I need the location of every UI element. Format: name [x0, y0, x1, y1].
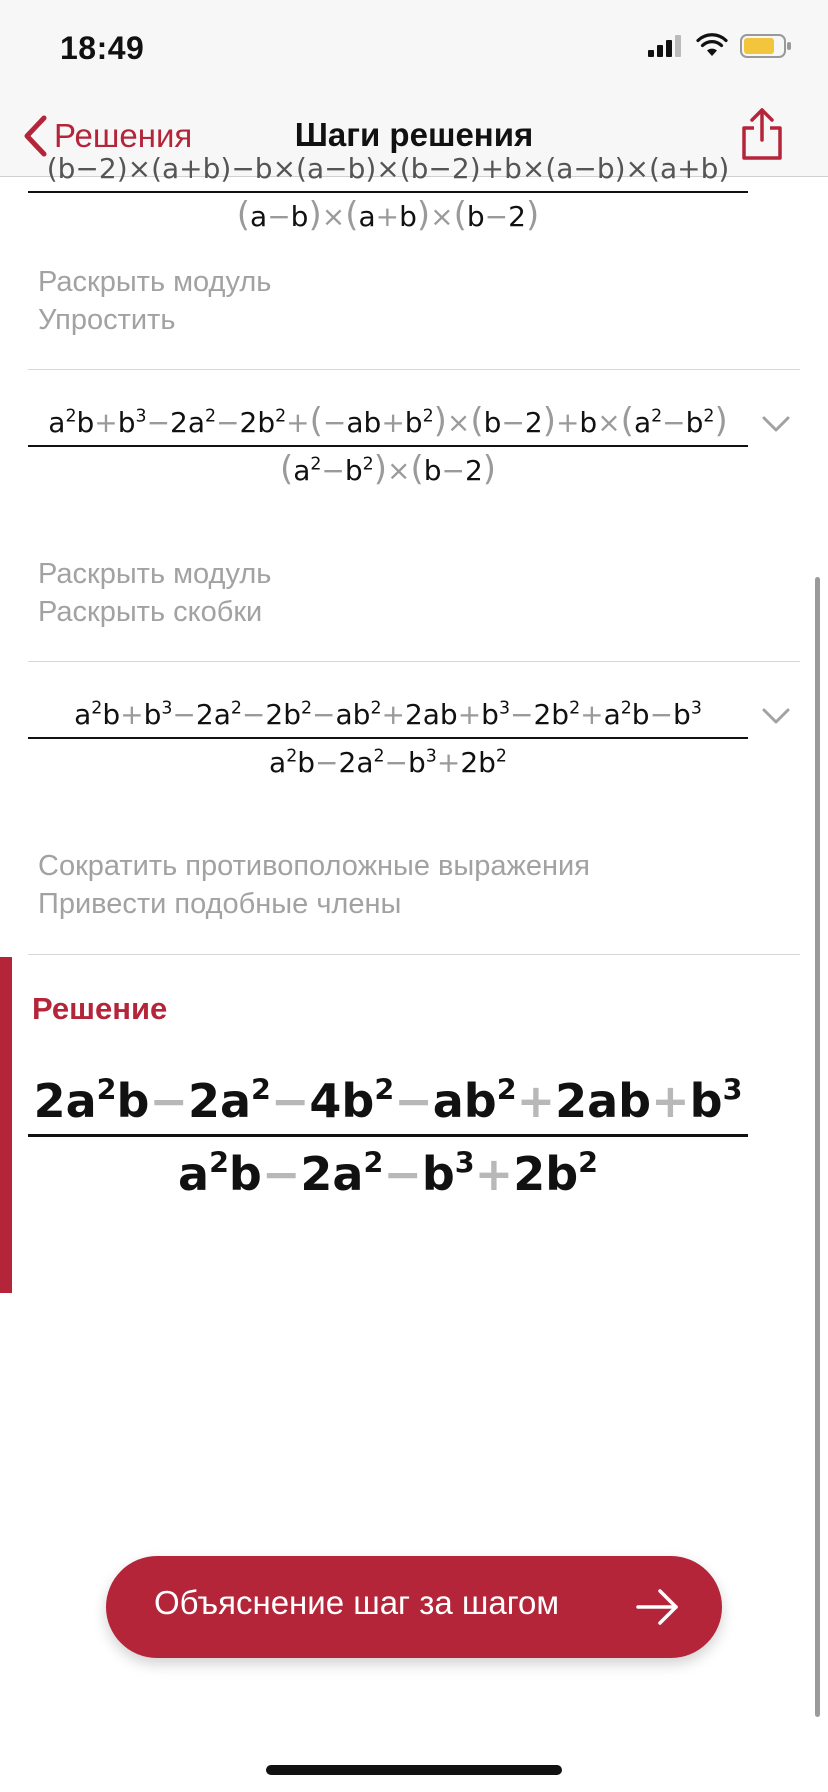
step-divider — [28, 661, 800, 662]
signal-icon — [648, 35, 684, 57]
step-divider — [28, 369, 800, 370]
arrow-right-icon — [636, 1588, 680, 1626]
step-2-rules — [38, 555, 271, 631]
solution-numerator: $2a^2b-2a^2-4b^2-ab^2+2ab+b^3$ — [33, 1073, 743, 1128]
step-3-denominator: $a^2b-2a^2-b^3+2b^2$ — [269, 746, 507, 779]
step-1-numerator: (b−2)×(a+b)−b×(a−b)×(b−2)+b×(a−b)×(a+b) — [46, 152, 730, 185]
status-time: 18:49 — [60, 30, 145, 66]
step-2-numerator: $a^2b+b^3-2a^2-2b^2+(-ab+b^2)\times(b-2)+b\times(a^2-b^2)$ — [48, 401, 728, 441]
step-divider — [28, 954, 800, 955]
fraction-bar — [28, 737, 748, 739]
step-rule: Упростить — [38, 304, 176, 336]
battery-icon — [740, 34, 792, 58]
back-label: Решения — [54, 117, 193, 154]
step-rule: Сократить противоположные выражения — [38, 850, 590, 882]
step-3-rules — [38, 847, 590, 923]
step-1-rules — [38, 263, 271, 339]
fraction-bar — [28, 445, 748, 447]
fraction-bar — [28, 191, 748, 193]
scrollbar[interactable] — [815, 577, 820, 1717]
step-3-expression — [28, 695, 748, 783]
step-rule: Привести подобные члены — [38, 888, 402, 920]
fraction-bar — [28, 1134, 748, 1137]
step-1-denominator: (a−b)×(a+b)×(b−2) — [236, 195, 540, 235]
wifi-icon — [696, 34, 728, 58]
solution-accent-bar — [0, 957, 12, 1293]
step-rule: Раскрыть модуль — [38, 266, 272, 298]
solution-label: Решение — [32, 991, 168, 1026]
status-icons — [648, 34, 792, 58]
solution-expression — [28, 1072, 748, 1203]
steps-list[interactable] — [0, 152, 828, 1792]
status-bar — [0, 0, 828, 96]
chevron-down-icon[interactable] — [762, 707, 790, 725]
step-2-expression — [28, 403, 748, 491]
step-rule: Раскрыть модуль — [38, 558, 272, 590]
step-2-denominator: $(a^2-b^2)\times(b-2)$ — [279, 449, 497, 489]
step-3-numerator: $a^2b+b^3-2a^2-2b^2-ab^2+2ab+b^3-2b^2+a^2b-b^3$ — [74, 698, 702, 731]
home-indicator[interactable] — [266, 1765, 562, 1775]
step-by-step-label: Объяснение шаг за шагом — [154, 1584, 560, 1621]
step-rule: Раскрыть скобки — [38, 596, 263, 628]
solution-denominator: $a^2b-2a^2-b^3+2b^2$ — [178, 1146, 598, 1201]
step-1-expression — [28, 149, 748, 237]
chevron-down-icon[interactable] — [762, 415, 790, 433]
page-title: Шаги решения — [294, 116, 534, 153]
step-by-step-button[interactable] — [106, 1556, 722, 1658]
